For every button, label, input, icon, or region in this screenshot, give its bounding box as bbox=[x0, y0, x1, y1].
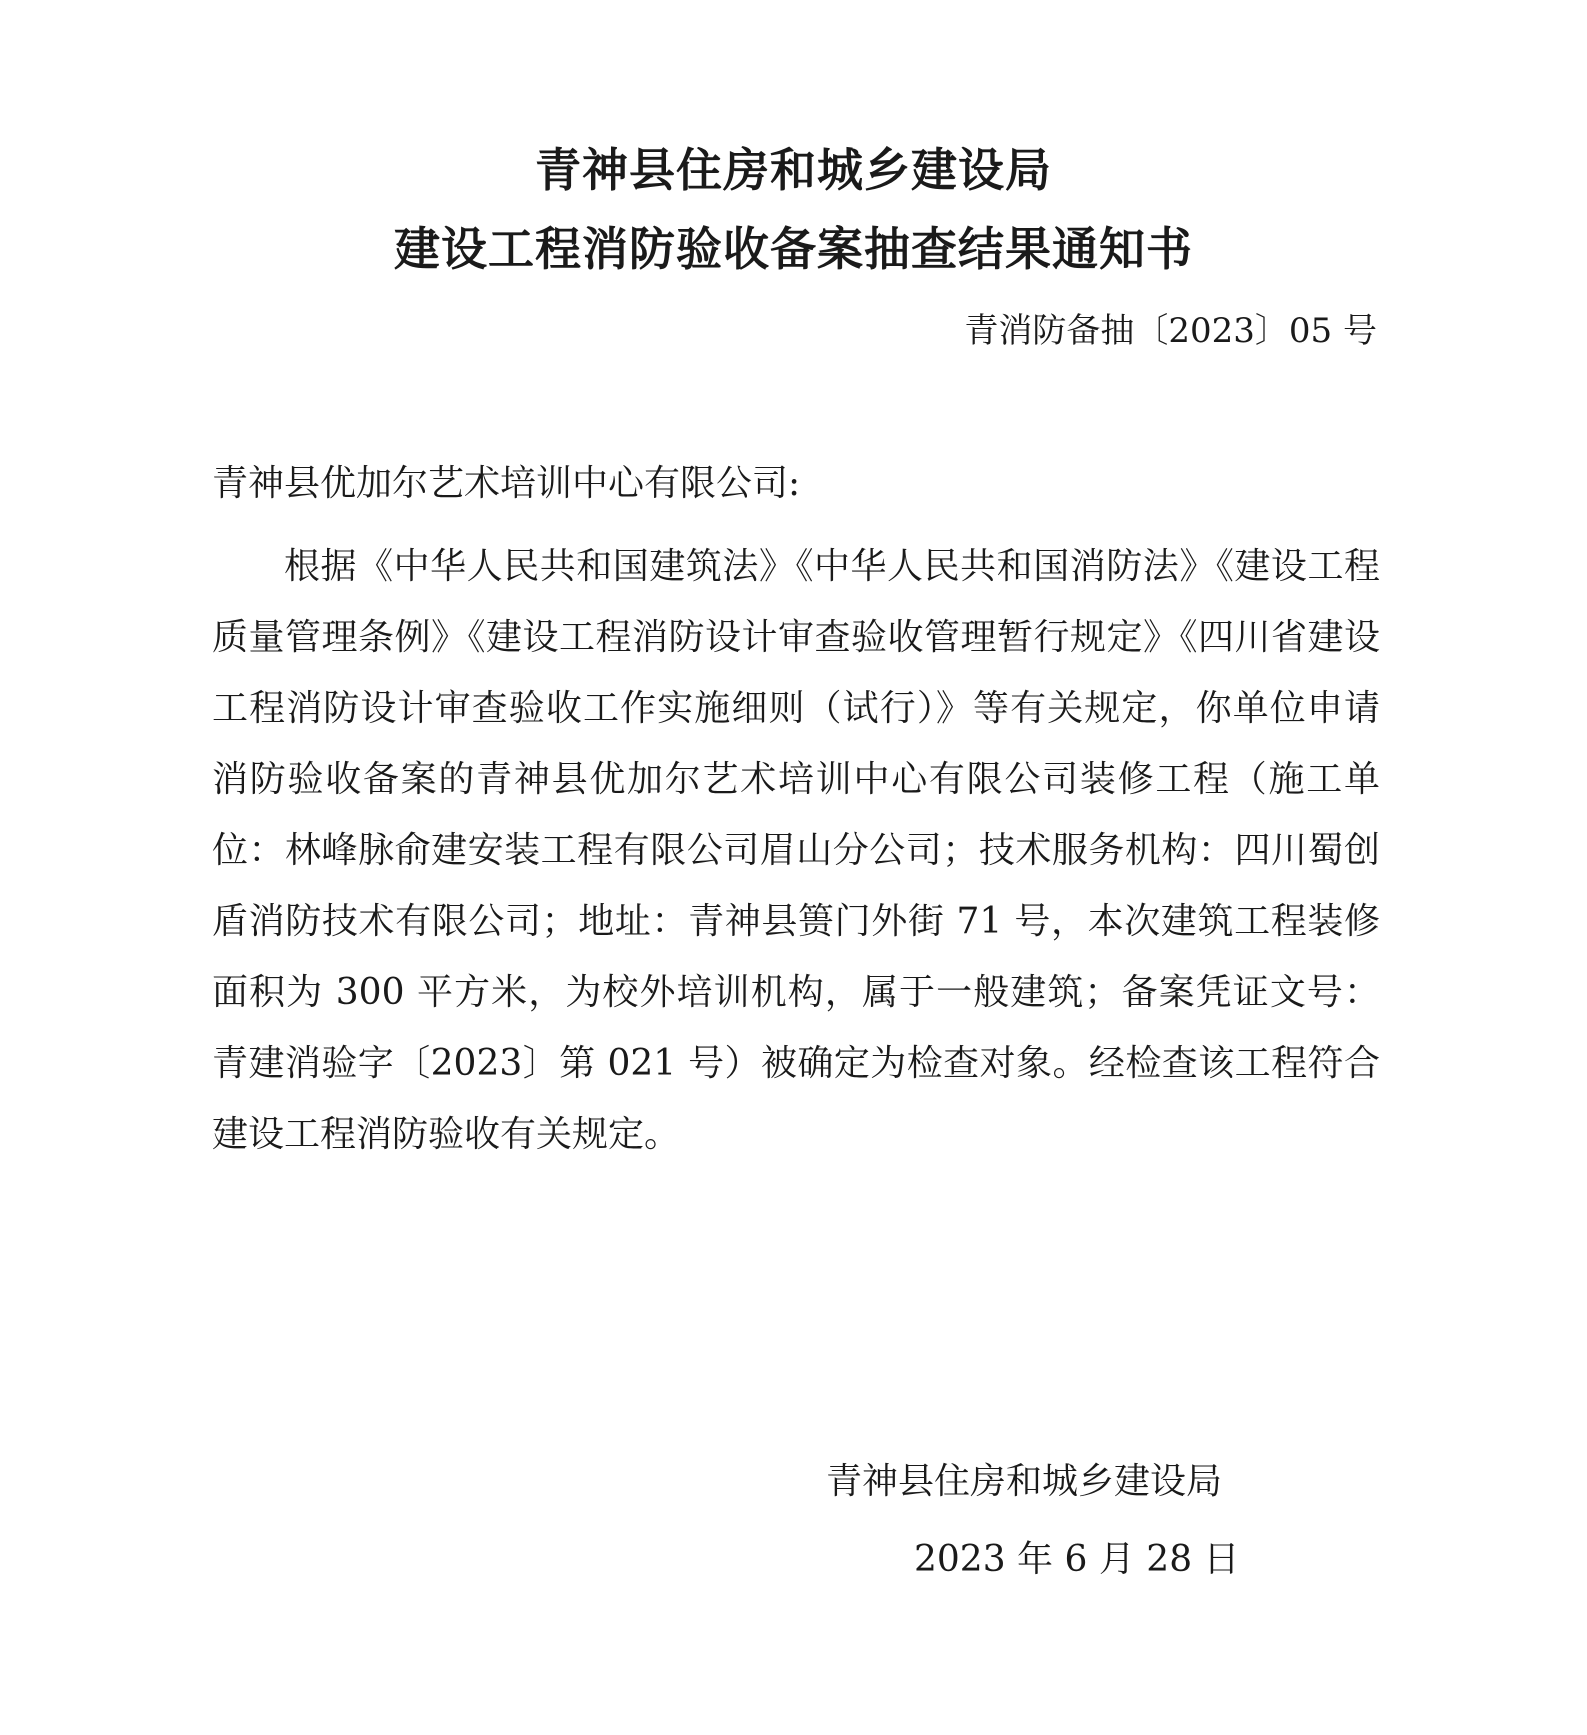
body-paragraph: 根据《中华人民共和国建筑法》《中华人民共和国消防法》《建设工程质量管理条例》《建设工程消防设计审查验收管理暂行规定》《四川省建设工程消防设计审查验收工作实施细则（试行）》等有关规定，你单位申请消防验收备案的青神县优加尔艺术培训中心有限公司装修工程（施工单位：林峰脉俞建安装工程有限公司眉山分公司；技术服务机构：四川蜀创盾消防技术有限公司；地址：青神县篑门外街 71 号，本次建筑工程装修面积为 300 平方米，为校外培训机构，属于一般建筑；备案凭证文号：青建消验字〔2023〕第 021 号）被确定为检查对象。经检查该工程符合建设工程消防验收有关规定。 bbox=[212, 546, 1380, 1155]
signature-organization: 青神县住房和城乡建设局 bbox=[826, 1461, 1223, 1502]
document-number: 青消防备抽〔2023〕05 号 bbox=[964, 311, 1377, 351]
document-title-line-2: 建设工程消防验收备案抽查结果通知书 bbox=[394, 222, 1193, 276]
salutation: 青神县优加尔艺术培训中心有限公司: bbox=[212, 463, 801, 504]
signature-date: 2023 年 6 月 28 日 bbox=[914, 1539, 1240, 1580]
document-title-line-1: 青神县住房和城乡建设局 bbox=[535, 143, 1052, 197]
